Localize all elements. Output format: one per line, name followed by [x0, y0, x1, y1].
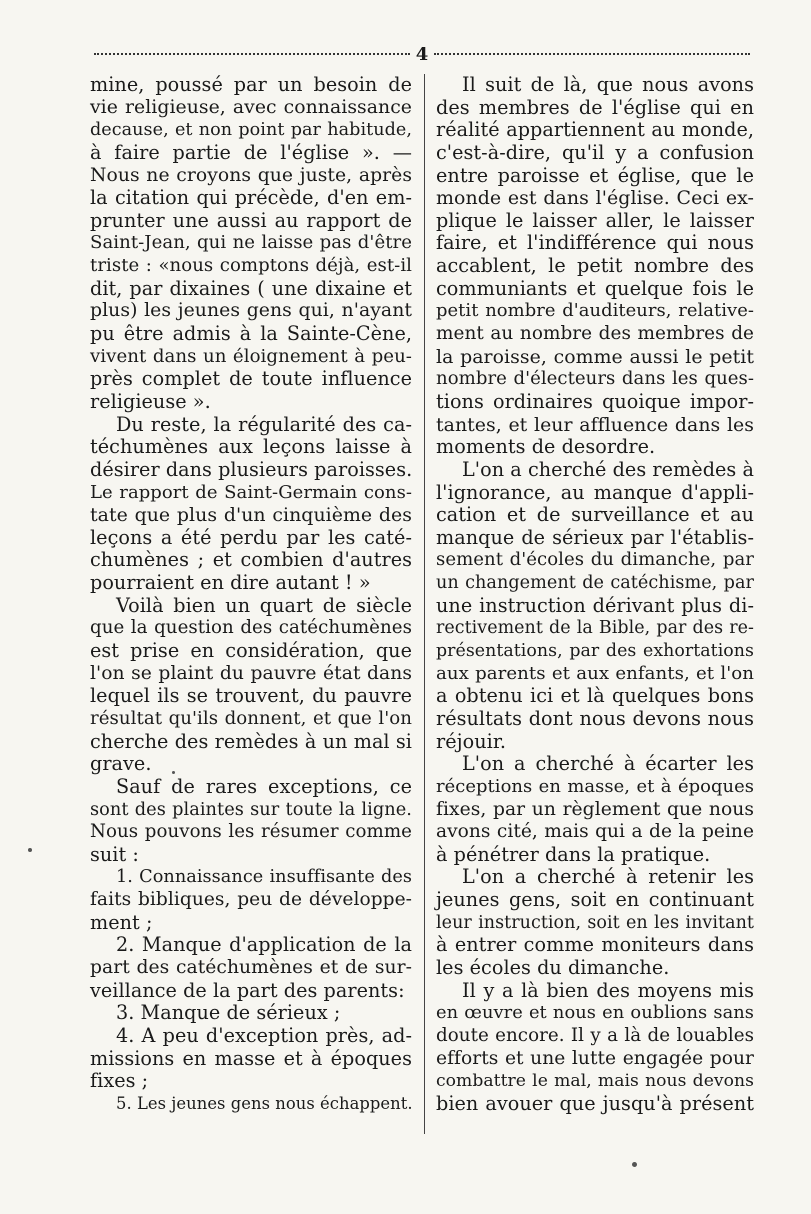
- text-line: tate que plus d'un cinquième des: [90, 504, 412, 527]
- text-line: monde est dans l'église. Ceci ex-: [436, 187, 754, 210]
- text-line: manque de sérieux par l'établis-: [436, 525, 754, 549]
- text-line: 5. Les jeunes gens nous échappent.: [116, 1093, 413, 1113]
- text-line: petit nombre d'auditeurs, relative-: [436, 300, 754, 322]
- text-line: triste : «nous comptons déjà, est-il: [90, 255, 412, 277]
- text-line: bien avouer que jusqu'à présent: [436, 1091, 754, 1115]
- text-line: missions en masse et à époques: [90, 1046, 412, 1070]
- text-line: tantes, et leur affluence dans les: [436, 413, 754, 436]
- left-column: [90, 74, 412, 1115]
- text-line: communiants et quelque fois le: [436, 276, 754, 300]
- print-speck: [28, 848, 32, 852]
- text-line: 2. Manque d'application de la: [116, 933, 412, 957]
- text-line: fixes ;: [90, 1069, 149, 1093]
- text-line: sement d'écoles du dimanche, par: [436, 549, 754, 571]
- text-line: pu être admis à la Sainte-Cène,: [90, 322, 412, 346]
- text-line: Le rapport de Saint-Germain cons-: [90, 481, 412, 503]
- text-line: accablent, le petit nombre des: [436, 254, 754, 278]
- text-line: Du reste, la régularité des ca-: [116, 412, 412, 436]
- text-line: tions ordinaires quoique impor-: [436, 389, 754, 413]
- text-line: Nous ne croyons que juste, après: [90, 164, 412, 186]
- text-line: suit :: [90, 842, 139, 866]
- text-line: 3. Manque de sérieux ;: [116, 1001, 341, 1025]
- text-line: réjouir.: [436, 729, 507, 753]
- text-line: Il y a là bien des moyens mis: [462, 978, 754, 1002]
- text-line: une instruction dérivant plus di-: [436, 593, 754, 617]
- text-line: Nous pouvons les résumer comme: [90, 821, 412, 843]
- text-line: résultat qu'ils donnent, et que l'on: [90, 707, 412, 729]
- header-rule-right: [434, 53, 750, 55]
- text-line: c'est-à-dire, qu'il y a confusion: [436, 140, 754, 164]
- text-line: l'on se plaint du pauvre état dans: [90, 662, 412, 684]
- text-line: cation et de surveillance et au: [436, 503, 754, 527]
- text-line: Saint-Jean, qui ne laisse pas d'être: [90, 232, 412, 254]
- text-line: decause, et non point par habitude,: [90, 120, 412, 141]
- text-line: chumènes ; et combien d'autres: [90, 548, 412, 572]
- text-line: résultats dont nous devons nous: [436, 706, 754, 730]
- text-line: faits bibliques, peu de développe-: [90, 889, 412, 911]
- text-line: la citation qui précède, d'en em-: [90, 186, 412, 210]
- text-line: désirer dans plusieurs paroisses.: [90, 457, 413, 481]
- text-line: part des catéchumènes et de sur-: [90, 956, 412, 978]
- text-line: rectivement de la Bible, par des re-: [436, 618, 754, 639]
- text-line: doute encore. Il y a là de louables: [436, 1024, 754, 1046]
- text-line: que la question des catéchumènes: [90, 617, 412, 639]
- text-line: avons cité, mais qui a de la peine: [436, 821, 754, 843]
- text-line: à entrer comme moniteurs dans: [436, 933, 754, 957]
- text-line: vivent dans un éloignement à peu-: [90, 345, 412, 367]
- text-line: Il suit de là, que nous avons: [462, 73, 754, 96]
- text-line: à pénétrer dans la pratique.: [436, 842, 711, 866]
- text-line: nombre d'électeurs dans les ques-: [436, 368, 754, 390]
- text-line: présentations, par des exhortations: [436, 641, 754, 662]
- text-line: un changement de catéchisme, par: [436, 573, 754, 594]
- text-line: 4. A peu d'exception près, ad-: [116, 1023, 412, 1047]
- text-line: est prise en considération, que: [90, 639, 412, 663]
- text-line: pourraient en dire autant ! »: [90, 571, 371, 595]
- text-line: cherche des remèdes à un mal si: [90, 729, 412, 753]
- text-line: leur instruction, soit en les invitant: [436, 912, 754, 933]
- text-line: entre paroisse et église, que le: [436, 163, 754, 187]
- text-line: l'ignorance, au manque d'appli-: [436, 480, 754, 504]
- text-line: grave.: [90, 752, 152, 776]
- column-divider: [424, 74, 425, 1134]
- text-line: réalité appartiennent au monde,: [436, 118, 754, 142]
- text-line: vie religieuse, avec connaissance: [90, 96, 412, 118]
- text-line: religieuse ».: [90, 389, 211, 413]
- text-line: des membres de l'église qui en: [436, 95, 754, 119]
- text-line: Sauf de rares exceptions, ce: [116, 774, 412, 798]
- text-line: Voilà bien un quart de siècle: [116, 593, 412, 617]
- text-line: sont des plaintes sur toute la ligne.: [90, 799, 412, 820]
- text-line: téchumènes aux leçons laisse à: [90, 435, 412, 459]
- print-speck: [632, 1162, 637, 1167]
- text-line: à faire partie de l'église ». —: [90, 140, 412, 164]
- text-line: fixes, par un règlement que nous: [436, 798, 754, 820]
- text-line: en œuvre et nous en oublions sans: [436, 1002, 754, 1024]
- text-line: réceptions en masse, et à époques: [436, 775, 754, 797]
- text-line: dit, par dixaines ( une dixaine et: [90, 276, 412, 300]
- text-line: faire, et l'indifférence qui nous: [436, 231, 754, 255]
- text-line: aux parents et aux enfants, et l'on: [436, 662, 754, 684]
- text-line: plique le laisser aller, le laisser: [436, 208, 754, 232]
- text-line: L'on a cherché à retenir les: [462, 865, 754, 889]
- print-speck: [172, 771, 175, 774]
- text-line: veillance de la part des parents:: [90, 978, 405, 1002]
- text-line: moments de desordre.: [436, 435, 656, 459]
- text-line: leçons a été perdu par les caté-: [90, 525, 412, 549]
- right-column: [436, 74, 754, 1115]
- page-number: 4: [415, 43, 429, 65]
- page-header: [88, 44, 756, 64]
- text-line: plus) les jeunes gens qui, n'ayant: [90, 300, 412, 322]
- text-line: jeunes gens, soit en continuant: [436, 888, 754, 912]
- text-line: ment au nombre des membres de: [436, 323, 754, 345]
- text-line: les écoles du dimanche.: [436, 955, 670, 979]
- text-line: près complet de toute influence: [90, 367, 412, 391]
- text-line: L'on a cherché des remèdes à: [462, 457, 754, 481]
- text-line: combattre le mal, mais nous devons: [436, 1071, 754, 1092]
- text-line: lequel ils se trouvent, du pauvre: [90, 684, 412, 708]
- header-rule-left: [94, 53, 410, 55]
- text-line: mine, poussé par un besoin de: [90, 73, 412, 96]
- text-line: L'on a cherché à écarter les: [462, 752, 754, 776]
- text-line: 1. Connaissance insuffisante des: [116, 867, 412, 888]
- text-line: prunter une aussi au rapport de: [90, 208, 412, 232]
- text-line: la paroisse, comme aussi le petit: [436, 345, 754, 368]
- text-line: efforts et une lutte engagée pour: [436, 1047, 754, 1069]
- text-line: a obtenu ici et là quelques bons: [436, 684, 754, 708]
- text-line: ment ;: [90, 910, 153, 934]
